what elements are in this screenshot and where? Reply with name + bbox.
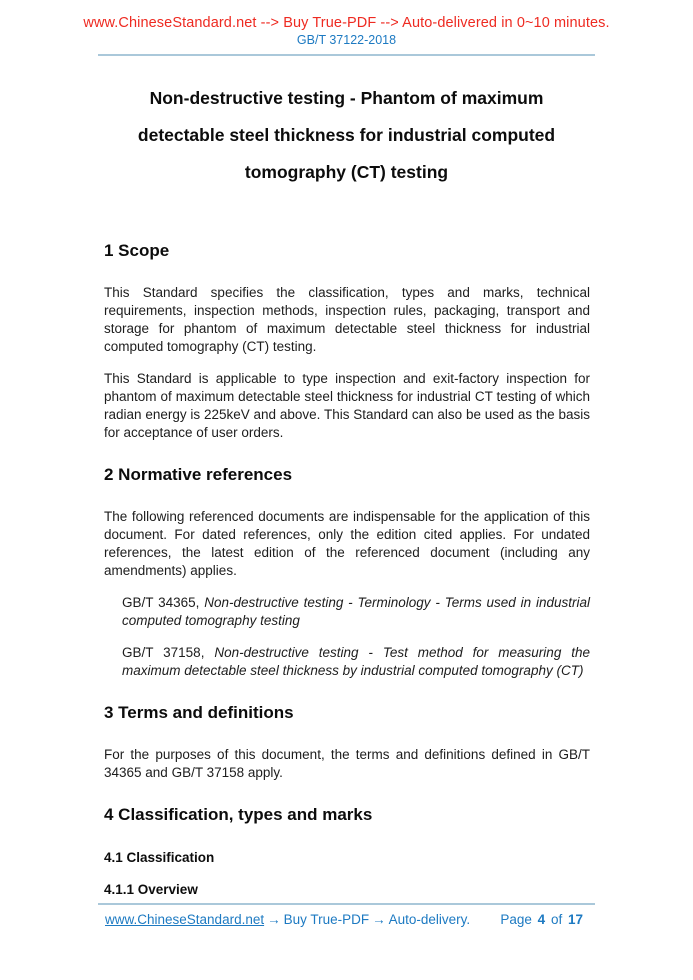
arrow-icon: → (372, 912, 386, 927)
section-heading-classification: 4 Classification, types and marks (104, 805, 373, 824)
promo-banner: www.ChineseStandard.net --> Buy True-PDF --> Auto-delivered in 0~10 minutes. (83, 15, 610, 31)
subsection-heading-overview: 4.1.1 Overview (104, 882, 198, 897)
title-line-1: Non-destructive testing - Phantom of maximum (149, 88, 544, 108)
subsection-heading-classification: 4.1 Classification (104, 850, 215, 865)
page-indicator (500, 912, 585, 927)
title-line-3: tomography (CT) testing (244, 162, 449, 182)
section-heading-normative-references: 2 Normative references (104, 465, 293, 484)
arrow-icon: → (267, 912, 281, 927)
document-title (0, 80, 693, 191)
page-total: 17 (567, 912, 583, 927)
section-heading-terms-definitions: 3 Terms and definitions (104, 703, 294, 722)
scope-paragraph-1: This Standard specifies the classification, types and marks, technical requirements, inspection methods, inspection rules, packaging, transport and storage for phantom of maximum detectable steel thickness for industrial computed tomography (CT) testing. (104, 285, 590, 354)
reference-code: GB/T 34365, (122, 595, 200, 610)
header-divider (98, 54, 595, 56)
page-word: Page (500, 912, 532, 927)
page-current: 4 (537, 912, 546, 927)
footer-site-link[interactable]: www.ChineseStandard.net (105, 912, 265, 927)
section-heading-scope: 1 Scope (104, 241, 170, 260)
title-line-2: detectable steel thickness for industrial computed (137, 125, 556, 145)
reference-item (122, 594, 590, 630)
footer-delivery-text: Auto-delivery. (388, 912, 471, 927)
page-header (0, 0, 693, 56)
reference-title: Non-destructive testing - Terminology - Terms used in industrial computed tomography testing (122, 595, 590, 628)
reference-item (122, 644, 590, 680)
normative-references-paragraph: The following referenced documents are indispensable for the application of this document. For dated references, only the edition cited applies. For undated references, the latest edition of the referenced document (including any amendments) applies. (104, 509, 590, 578)
footer-buy-text: Buy True-PDF (283, 912, 370, 927)
scope-paragraph-2: This Standard is applicable to type inspection and exit-factory inspection for phantom of maximum detectable steel thickness for industrial CT testing of which radian energy is 225keV and above. This Standard can also be used as the basis for acceptance of user orders. (104, 371, 590, 440)
document-body (104, 240, 590, 898)
reference-code: GB/T 37158, (122, 645, 205, 660)
page-footer (98, 903, 595, 927)
reference-title: Non-destructive testing - Test method for measuring the maximum detectable steel thickness by industrial computed tomography (CT) (122, 645, 590, 678)
of-word: of (550, 912, 563, 927)
standard-number: GB/T 37122-2018 (296, 33, 397, 47)
terms-definitions-paragraph: For the purposes of this document, the terms and definitions defined in GB/T 34365 and GB/T 37158 apply. (104, 747, 590, 780)
footer-promo (105, 912, 470, 927)
